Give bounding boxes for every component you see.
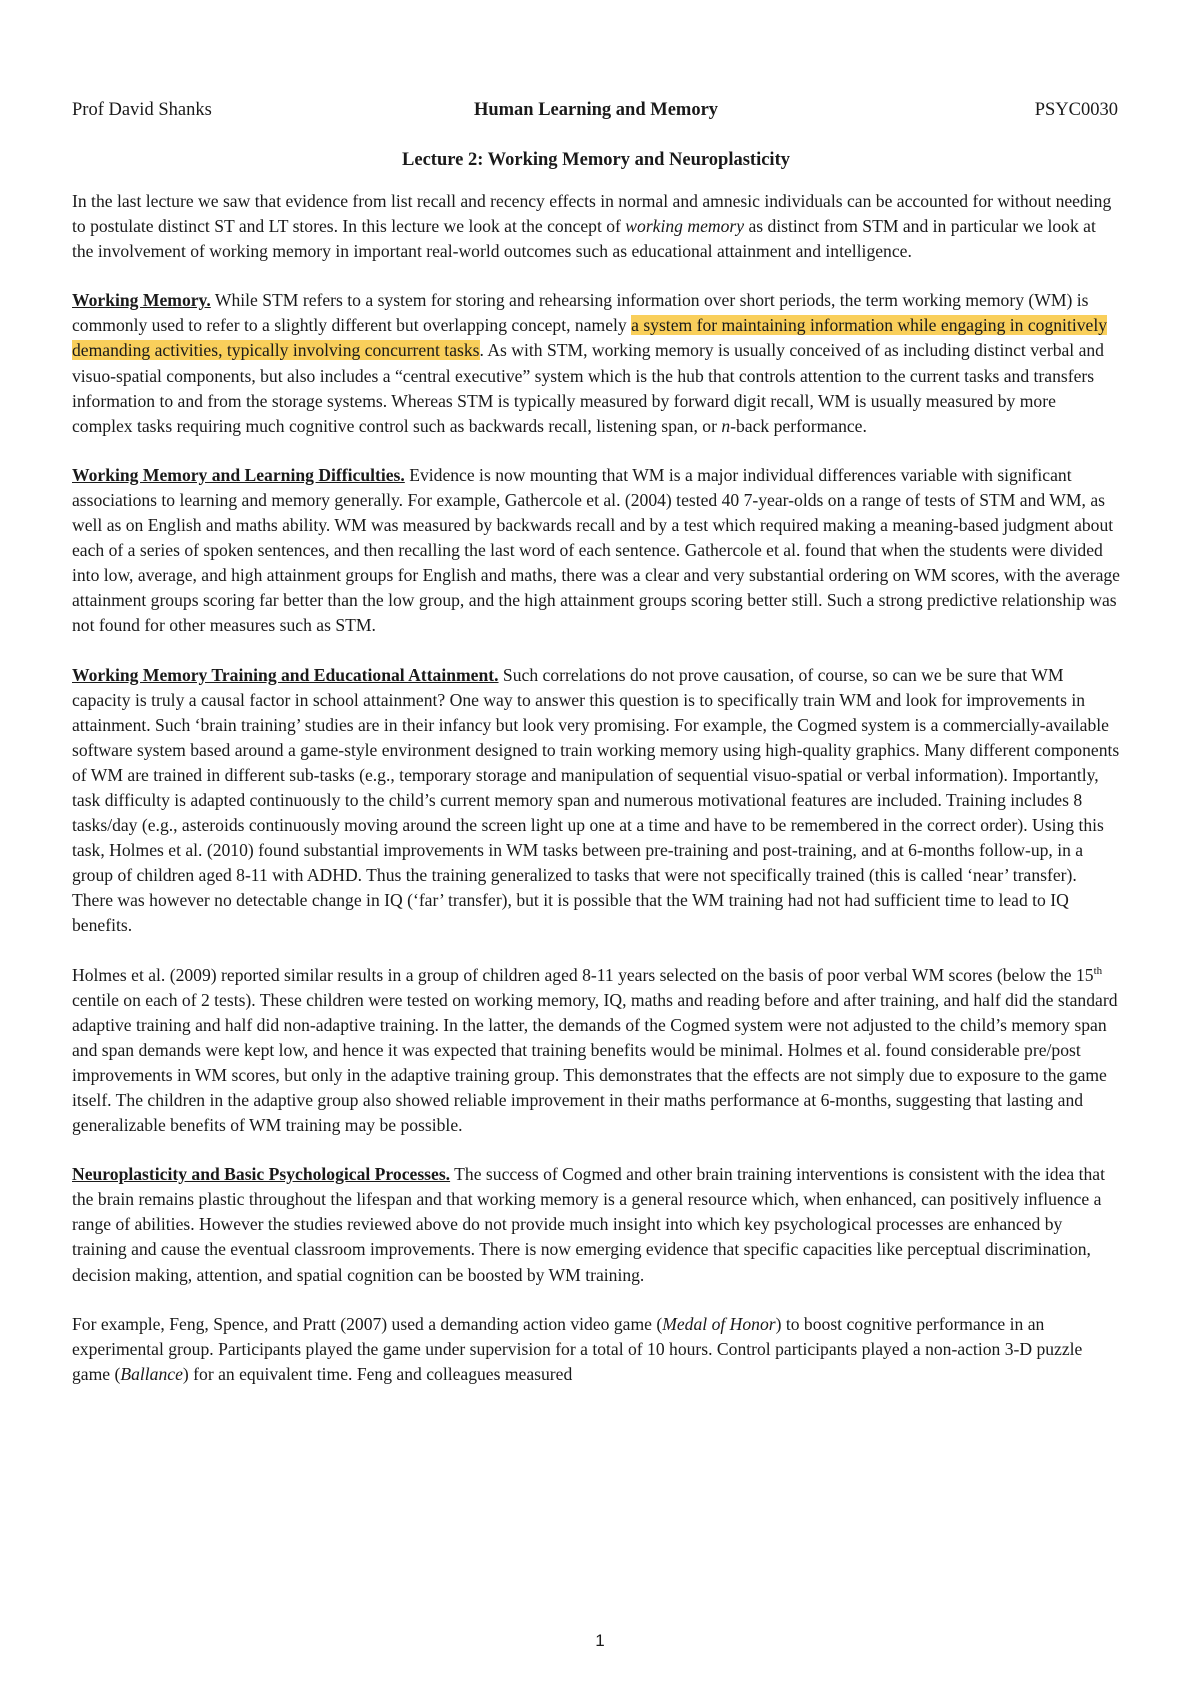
learning-difficulties-heading: Working Memory and Learning Difficulties. [72,464,405,485]
header-author: Prof David Shanks [72,100,212,120]
feng-text-3: ) for an equivalent time. Feng and colleagues measured [182,1363,573,1384]
learning-difficulties-paragraph [72,463,1120,639]
intro-emphasis: working memory [625,216,745,237]
working-memory-paragraph [72,288,1120,439]
feng-paragraph [72,1312,1120,1387]
intro-paragraph [72,189,1120,264]
highlighted-definition: a system for maintaining information while engaging in cognitively demanding activities, typically involving concurrent tasks [72,315,1108,361]
document-page [72,100,1120,1411]
header-course-title: Human Learning and Memory [473,100,719,120]
holmes-superscript: th [1093,964,1103,977]
feng-emphasis-2: Ballance [120,1363,183,1384]
intro-text-2: as distinct from STM and in particular we look at the involvement of working memory in important real-world outcomes such as educational attainment and intelligence. [72,216,1096,262]
training-paragraph [72,663,1120,939]
holmes-text-2: centile on each of 2 tests). These children were tested on working memory, IQ, maths and reading before and after training, and half did the standard adaptive training and half did non-adaptive training. In the latter, the demands of the Cogmed system were not adjusted to the child’s memory span and span demands were kept low, and hence it was expected that training benefits would be minimal. Holmes et al. found considerable pre/post improvements in WM scores, but only in the adaptive training group. This demonstrates that the effects are not simply due to exposure to the game itself. The children in the adaptive group also showed reliable improvement in their maths performance at 6-months, suggesting that lasting and generalizable benefits of WM training may be possible. [72,989,1118,1136]
feng-text-2: ) to boost cognitive performance in an experimental group. Participants played the game under supervision for a total of 10 hours. Control participants played a non-action 3-D puzzle game ( [72,1313,1083,1384]
page-header [72,100,1120,126]
working-memory-text-1: While STM refers to a system for storing and rehearsing information over short periods, the term working memory (WM) is commonly used to refer to a slightly different but overlapping concept, namely [72,290,1089,336]
feng-emphasis-1: Medal of Honor [662,1313,776,1334]
neuroplasticity-text: The success of Cogmed and other brain training interventions is consistent with the idea that the brain remains plastic throughout the lifespan and that working memory is a general resource which, when enhanced, can positively influence a range of abilities. However the studies reviewed above do not provide much insight into which key psychological processes are enhanced by training and cause the eventual classroom improvements. There is now emerging evidence that specific capacities like perceptual discrimination, decision making, attention, and spatial cognition can be boosted by WM training. [72,1164,1105,1285]
feng-text-1: For example, Feng, Spence, and Pratt (2007) used a demanding action video game ( [72,1313,663,1334]
neuroplasticity-heading: Neuroplasticity and Basic Psychological Processes. [72,1164,451,1185]
working-memory-emphasis: n [721,415,731,436]
working-memory-heading: Working Memory. [72,290,211,311]
learning-difficulties-text: Evidence is now mounting that WM is a major individual differences variable with significant associations to learning and memory generally. For example, Gathercole et al. (2004) tested 40 7-year-olds on a range of tests of STM and WM, as well as on English and maths ability. WM was measured by backwards recall and by a test which required making a meaning-based judgment about each of a series of spoken sentences, and then recalling the last word of each sentence. Gathercole et al. found that when the students were divided into low, average, and high attainment groups for English and maths, there was a clear and very substantial ordering on WM scores, with the average attainment groups scoring far better than the low group, and the high attainment groups scoring better still. Such a strong predictive relationship was not found for other measures such as STM. [72,464,1120,636]
holmes-paragraph [72,963,1120,1139]
intro-text-1: In the last lecture we saw that evidence from list recall and recency effects in normal and amnesic individuals can be accounted for without needing to postulate distinct ST and LT stores. In this lecture we look at the concept of [72,191,1112,237]
lecture-title: Lecture 2: Working Memory and Neuroplasticity [402,150,790,170]
training-heading: Working Memory Training and Educational Attainment. [72,664,499,685]
header-course-code: PSYC0030 [1034,100,1118,120]
page-number: 1 [595,1631,605,1650]
neuroplasticity-paragraph [72,1162,1120,1287]
working-memory-text-2: . As with STM, working memory is usually conceived of as including distinct verbal and visuo-spatial components, but also includes a “central executive” system which is the hub that controls attention to the current tasks and transfers information to and from the storage systems. Whereas STM is typically measured by forward digit recall, WM is usually measured by more complex tasks requiring much cognitive control such as backwards recall, listening span, or [72,340,1104,436]
holmes-text-1: Holmes et al. (2009) reported similar results in a group of children aged 8-11 years selected on the basis of poor verbal WM scores (below the 15 [72,964,1094,985]
working-memory-text-3: -back performance. [730,415,867,436]
training-text: Such correlations do not prove causation, of course, so can we be sure that WM capacity is truly a causal factor in school attainment? One way to answer this question is to specifically train WM and look for improvements in attainment. Such ‘brain training’ studies are in their infancy but look very promising. For example, the Cogmed system is a commercially-available software system based around a game-style environment designed to train working memory using high-quality graphics. Many different components of WM are trained in different sub-tasks (e.g., temporary storage and manipulation of sequential visuo-spatial or verbal information). Importantly, task difficulty is adapted continuously to the child’s current memory span and numerous motivational features are included. Training includes 8 tasks/day (e.g., asteroids continuously moving around the screen light up one at a time and have to be remembered in the correct order). Using this task, Holmes et al. (2010) found substantial improvements in WM tasks between pre-training and post-training, and at 6-months follow-up, in a group of children aged 8-11 with ADHD. Thus the training generalized to tasks that were not specifically trained (this is called ‘near’ transfer). There was however no detectable change in IQ (‘far’ transfer), but it is possible that the WM training had not had sufficient time to lead to IQ benefits. [72,664,1120,936]
